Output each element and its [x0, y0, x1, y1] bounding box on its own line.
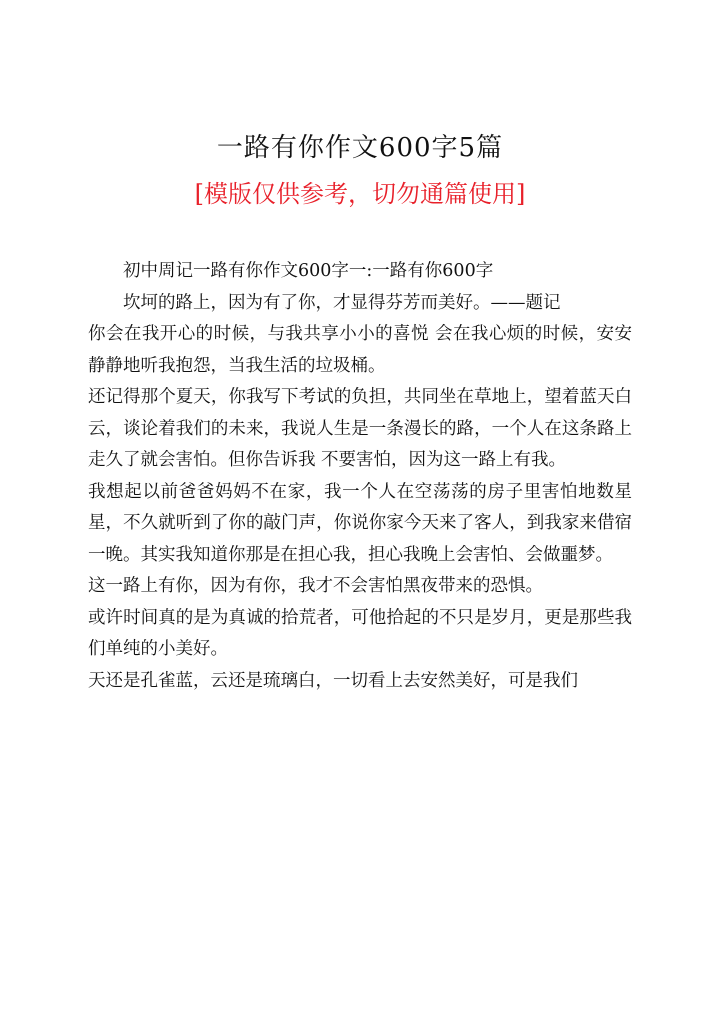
essay-paragraph: 或许时间真的是为真诚的拾荒者，可他拾起的不只是岁月，更是那些我们单纯的小美好。	[88, 607, 632, 659]
essay-paragraph: 我想起以前爸爸妈妈不在家，我一个人在空荡荡的房子里害怕地数星星，不久就听到了你的敲门声，你说你家今天来了客人，到我家来借宿一晚。其实我知道你那是在担心我，担心我晚上会害怕、会做噩梦。	[88, 481, 632, 565]
essay-paragraph: 天还是孔雀蓝，云还是琉璃白，一切看上去安然美好，可是我们	[88, 670, 578, 691]
essay-paragraph: 这一路上有你，因为有你，我才不会害怕黑夜带来的恐惧。	[88, 576, 543, 596]
essay-paragraph: 你会在我开心的时候，与我共享小小的喜悦 会在我心烦的时候，安安静静地听我抱怨，当我生活的垃圾桶。	[88, 324, 632, 376]
essay-heading-line: 初中周记一路有你作文600字一:一路有你600字	[123, 261, 494, 281]
document-title: 一路有你作文600字5篇	[216, 133, 504, 163]
essay-body	[88, 256, 632, 697]
template-disclaimer: [模版仅供参考，切勿通篇使用]	[194, 180, 526, 208]
essay-epigraph: 坎坷的路上，因为有了你，才显得芬芳而美好。——题记	[123, 292, 561, 313]
essay-paragraph: 还记得那个夏天，你我写下考试的负担，共同坐在草地上，望着蓝天白云，谈论着我们的未来，我说人生是一条漫长的路，一个人在这条路上走久了就会害怕。但你告诉我 不要害怕，因为这一路上有我。	[88, 387, 632, 470]
